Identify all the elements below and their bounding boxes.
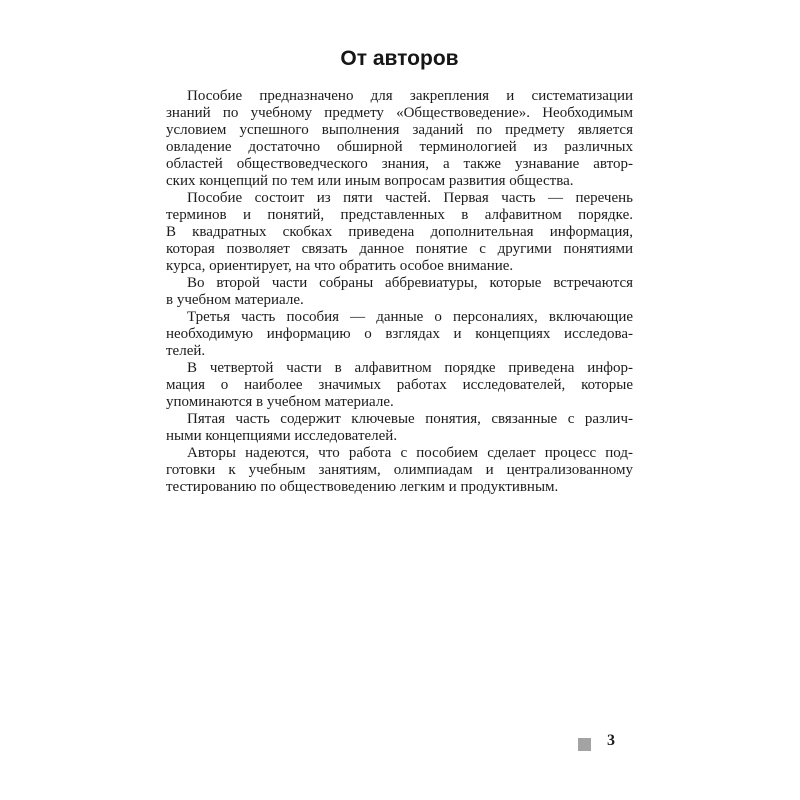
text-line: мация о наиболее значимых работах исследователей, которые xyxy=(166,377,633,393)
text-line: Пятая часть содержит ключевые понятия, связанные с различ- xyxy=(187,411,633,427)
text-line: тестированию по обществоведению легким и продуктивным. xyxy=(166,479,559,495)
text-line: знаний по учебному предмету «Обществоведение». Необходимым xyxy=(166,105,633,121)
page-title: От авторов xyxy=(340,47,459,70)
text-line: курса, ориентирует, на что обратить особое внимание. xyxy=(166,258,514,274)
text-line: областей обществоведческого знания, а также узнавание автор- xyxy=(166,156,633,172)
text-line: которая позволяет связать данное понятие с другими понятиями xyxy=(166,241,633,257)
text-line: Во второй части собраны аббревиатуры, которые встречаются xyxy=(187,275,633,291)
text-line: ских концепций по тем или иным вопросам развития общества. xyxy=(166,173,574,189)
text-line: овладение достаточно обширной терминологией из различных xyxy=(166,139,633,155)
page-number: 3 xyxy=(607,732,615,749)
text-line: Третья часть пособия — данные о персоналиях, включающие xyxy=(187,309,633,325)
text-line: в учебном материале. xyxy=(166,292,304,308)
text-line: Авторы надеются, что работа с пособием сделает процесс под- xyxy=(187,445,633,461)
text-line: телей. xyxy=(166,343,206,359)
text-line: В четвертой части в алфавитном порядке приведена инфор- xyxy=(187,360,633,376)
text-line: Пособие состоит из пяти частей. Первая часть — перечень xyxy=(187,190,633,206)
text-block xyxy=(166,47,633,496)
text-line: упоминаются в учебном материале. xyxy=(166,394,394,410)
text-line: ными концепциями исследователей. xyxy=(166,428,398,444)
text-line: необходимую информацию о взглядах и концепциях исследова- xyxy=(166,326,633,342)
text-line: готовки к учебным занятиям, олимпиадам и централизованному xyxy=(166,462,633,478)
text-line: Пособие предназначено для закрепления и систематизации xyxy=(187,88,633,104)
footer-square-marker-icon xyxy=(578,738,591,751)
text-line: терминов и понятий, представленных в алфавитном порядке. xyxy=(166,207,633,223)
text-line: условием успешного выполнения заданий по предмету является xyxy=(166,122,633,138)
text-line: В квадратных скобках приведена дополнительная информация, xyxy=(166,224,633,240)
body-text xyxy=(166,88,633,496)
